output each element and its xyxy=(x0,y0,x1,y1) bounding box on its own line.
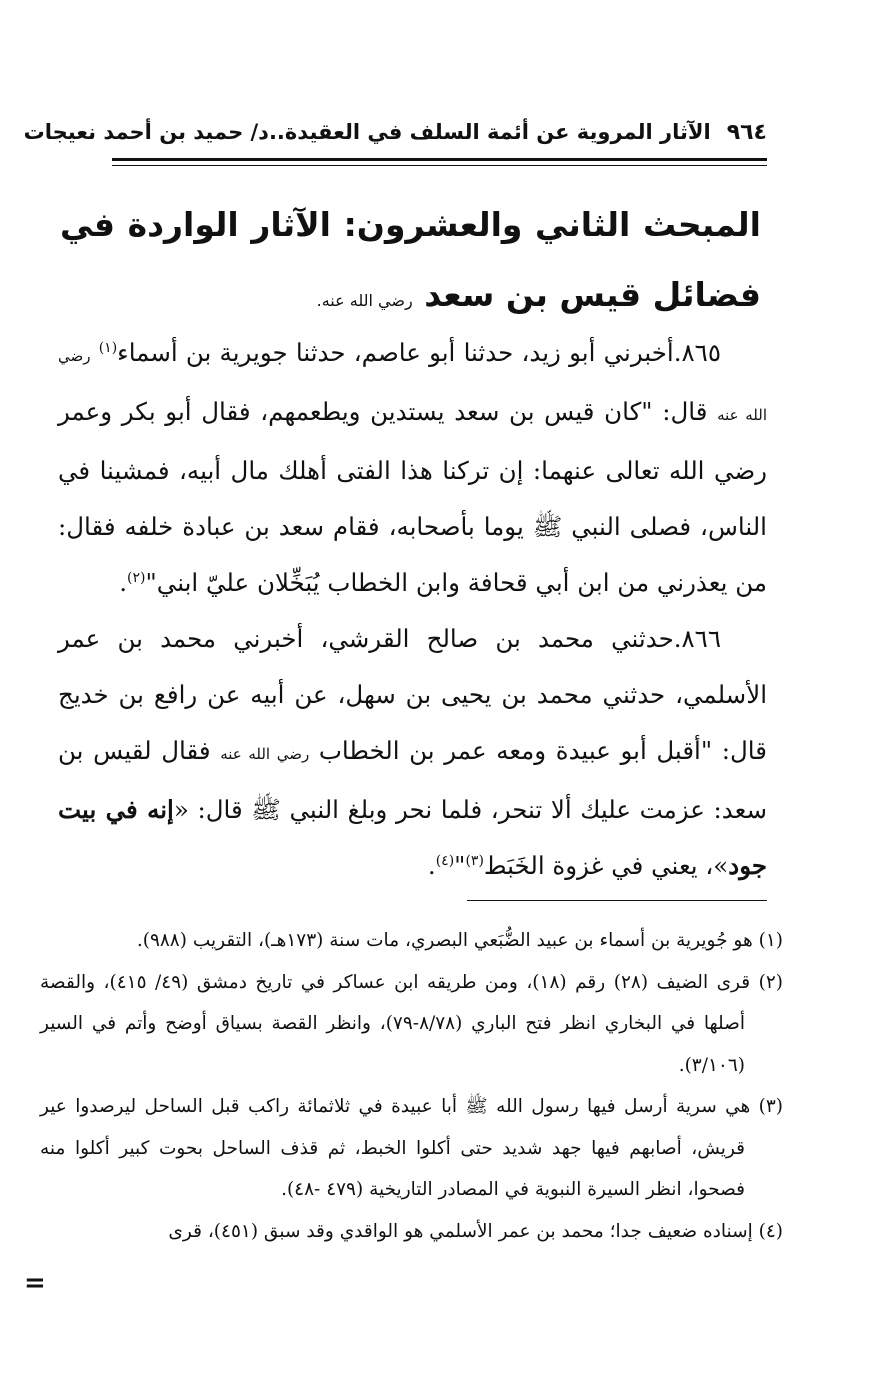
honorific-glyph: ﷺ xyxy=(532,512,563,541)
narration-text: . xyxy=(119,568,128,597)
narration-text: . xyxy=(427,851,436,880)
narration-text: .حدثني محمد بن صالح القرشي، أخبرني محمد بن عمر الأسلمي، حدثني محمد بن يحيى بن سهل، عن أبيه عن رافع بن خديج قال: "أقبل أبو عبيدة ومعه عمر بن الخطاب xyxy=(58,624,767,765)
header-rule-thick xyxy=(112,158,767,161)
footnote-ref: (٣) xyxy=(465,852,484,869)
honorific-glyph: رضي الله عنه xyxy=(58,347,767,424)
narration-text: »، يعني في غزوة الخَبَط xyxy=(483,851,729,880)
footnote-ref: (٤) xyxy=(435,852,455,869)
running-header xyxy=(23,112,767,152)
main-text xyxy=(58,325,767,894)
footnote-2: (٢) قرى الضيف (٢٨) رقم (١٨)، ومن طريقه ابن عساكر في تاريخ دمشق (٤٩/ ٤١٥)، والقصة أصلها في البخاري انظر فتح الباري (٨/٧٨-٧٩)، وانظر القصة بسياق أوضح وأتم في السير (٣/١٠٦). xyxy=(40,971,783,1076)
prophetic-saying: إنه في بيت جود xyxy=(58,795,767,880)
narration-text: قال: « xyxy=(173,795,252,824)
narration-number: ٨٦٦ xyxy=(681,624,721,653)
footnote-4: (٤) إسناده ضعيف جدا؛ محمد بن عمر الأسلمي هو الواقدي وقد سبق (٤٥١)، قرى xyxy=(168,1220,783,1242)
page-number: ٩٦٤ xyxy=(726,119,767,145)
running-title: الآثار المروية عن أئمة السلف في العقيدة..د/ حميد بن أحمد نعيجات xyxy=(23,120,711,144)
narration-866 xyxy=(58,611,767,894)
continuation-mark: = xyxy=(24,1268,46,1298)
section-title-text: المبحث الثاني والعشرون: الآثار الواردة في فضائل قيس بن سعد xyxy=(60,205,761,314)
narration-text: قال: "كان قيس بن سعد يستدين ويطعمهم، فقال أبو بكر وعمر رضي الله تعالى عنهما: إن تركنا هذا الفتى أهلك مال أبيه، فمشينا في الناس، فصلى النبي xyxy=(58,397,767,541)
narration-text: فقال لقيس بن سعد: عزمت عليك ألا تنحر، فلما نحر وبلغ النبي xyxy=(58,736,767,824)
footnote-ref: (١) xyxy=(98,339,118,356)
narration-865 xyxy=(58,325,767,611)
narration-number: ٨٦٥ xyxy=(681,338,721,367)
narration-text: " xyxy=(454,851,466,880)
footnote-separator xyxy=(467,900,767,901)
narration-text: يوما بأصحابه، فقام سعد بن عبادة خلفه فقال: من يعذرني من ابن أبي قحافة وابن الخطاب يُبَخِّلان عليّ ابني" xyxy=(58,512,767,597)
footnote-3: (٣) هي سرية أرسل فيها رسول الله ﷺ أبا عبيدة في ثلاثمائة راكب قبل الساحل ليرصدوا عير قريش، أصابهم فيها جهد شديد حتى أكلوا الخبط، ثم قذف الساحل بحوت كبير أكلوا منه فصحوا، انظر السيرة النبوية في المصادر التاريخية (٤٧٩ -٤٨). xyxy=(40,1096,783,1200)
section-title xyxy=(60,190,761,336)
section-title-honorific: رضي الله عنه. xyxy=(316,291,413,310)
footnotes xyxy=(40,920,783,1252)
honorific-glyph: ﷺ xyxy=(251,795,281,824)
footnote-1: (١) هو جُويرية بن أسماء بن عبيد الضُّبَعي البصري، مات سنة (١٧٣هـ)، التقريب (٩٨٨). xyxy=(136,930,783,951)
footnote-ref: (٢) xyxy=(127,569,146,586)
header-rule-thin xyxy=(112,165,767,166)
honorific-glyph: رضي الله عنه xyxy=(220,745,310,763)
narration-text: .أخبرني أبو زيد، حدثنا أبو عاصم، حدثنا جويرية بن أسماء xyxy=(117,338,682,367)
